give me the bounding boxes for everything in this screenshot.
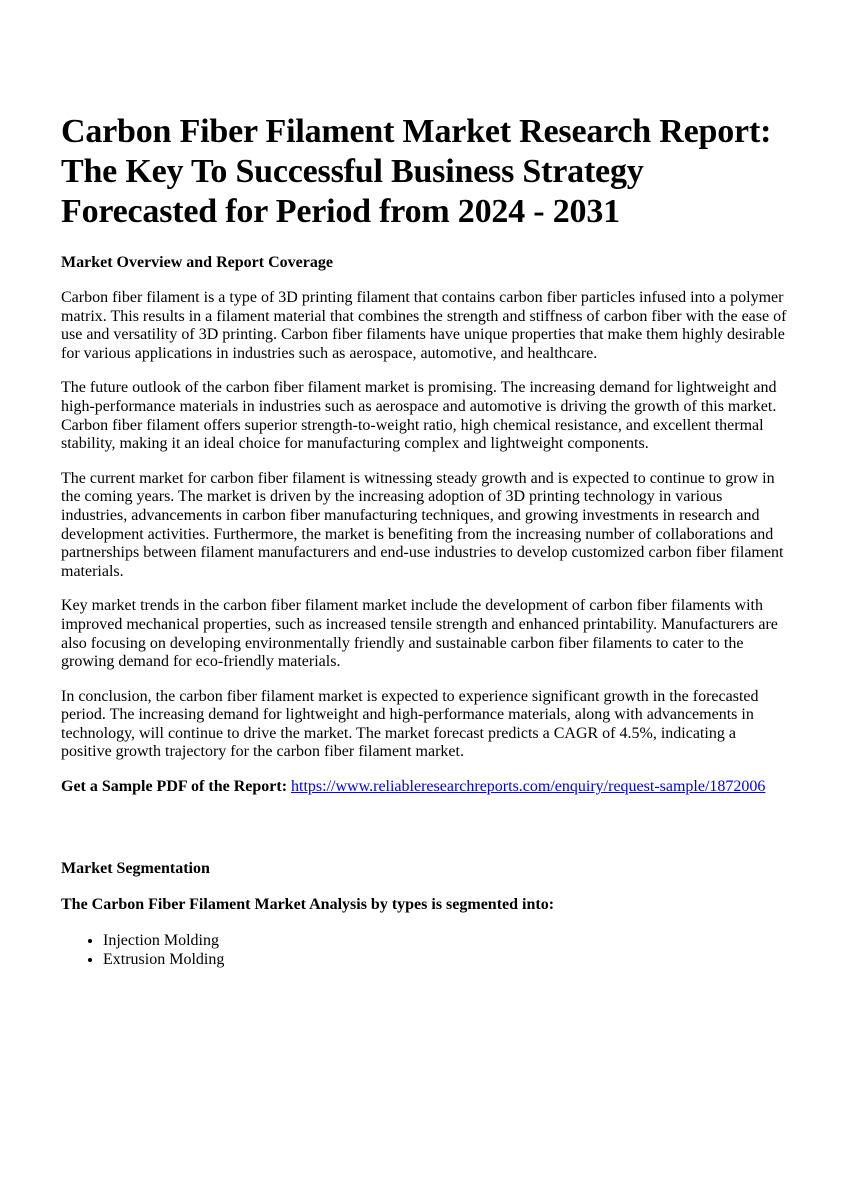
report-title: Carbon Fiber Filament Market Research Report: The Key To Successful Business Strategy Forecasted for Period from 2024 - 2031 [61,113,772,230]
sample-pdf-link[interactable]: https://www.reliableresearchreports.com/enquiry/request-sample/1872006 [291,778,766,796]
segment-types-list [61,931,787,969]
overview-paragraph: Carbon fiber filament is a type of 3D printing filament that contains carbon fiber particles infused into a polymer matrix. This results in a filament material that combines the strength and stiffness of carbon fiber with the ease of use and versatility of 3D printing. Carbon fiber filaments have unique properties that make them highly desirable for various applications in industries such as aerospace, automotive, and healthcare. [61,289,787,362]
current-market-paragraph: The current market for carbon fiber filament is witnessing steady growth and is expected to continue to grow in the coming years. The market is driven by the increasing adoption of 3D printing technology in various industries, advancements in carbon fiber manufacturing techniques, and growing investments in research and development activities. Furthermore, the market is benefiting from the increasing number of collaborations and partnerships between filament manufacturers and end-use industries to develop customized carbon fiber filament materials. [61,469,784,580]
sample-pdf-label: Get a Sample PDF of the Report: [61,778,288,796]
segmentation-heading: Market Segmentation [61,859,210,877]
segment-type-item: • Extrusion Molding [103,950,787,969]
sample-pdf-line [61,778,787,797]
trends-paragraph: Key market trends in the carbon fiber filament market include the development of carbon fiber filaments with improved mechanical properties, such as increased tensile strength and enhanced printability. Manufacturers are also focusing on developing environmentally friendly and sustainable carbon fiber filaments to cater to the growing demand for eco-friendly materials. [61,597,778,671]
segmentation-types-subheading: The Carbon Fiber Filament Market Analysis by types is segmented into: [61,895,555,913]
document-page [61,112,787,969]
conclusion-paragraph: In conclusion, the carbon fiber filament market is expected to experience significant growth in the forecasted period. The increasing demand for lightweight and high-performance materials, along with advancements in technology, will continue to drive the market. The market forecast predicts a CAGR of 4.5%, indicating a positive growth trajectory for the carbon fiber filament market. [61,687,759,761]
segment-type-item: • Injection Molding [103,931,787,950]
overview-heading: Market Overview and Report Coverage [61,254,333,271]
outlook-paragraph: The future outlook of the carbon fiber filament market is promising. The increasing demand for lightweight and high-performance materials in industries such as aerospace and automotive is driving the growth of this market. Carbon fiber filament offers superior strength-to-weight ratio, high chemical resistance, and excellent thermal stability, making it an ideal choice for manufacturing complex and lightweight components. [61,379,777,453]
